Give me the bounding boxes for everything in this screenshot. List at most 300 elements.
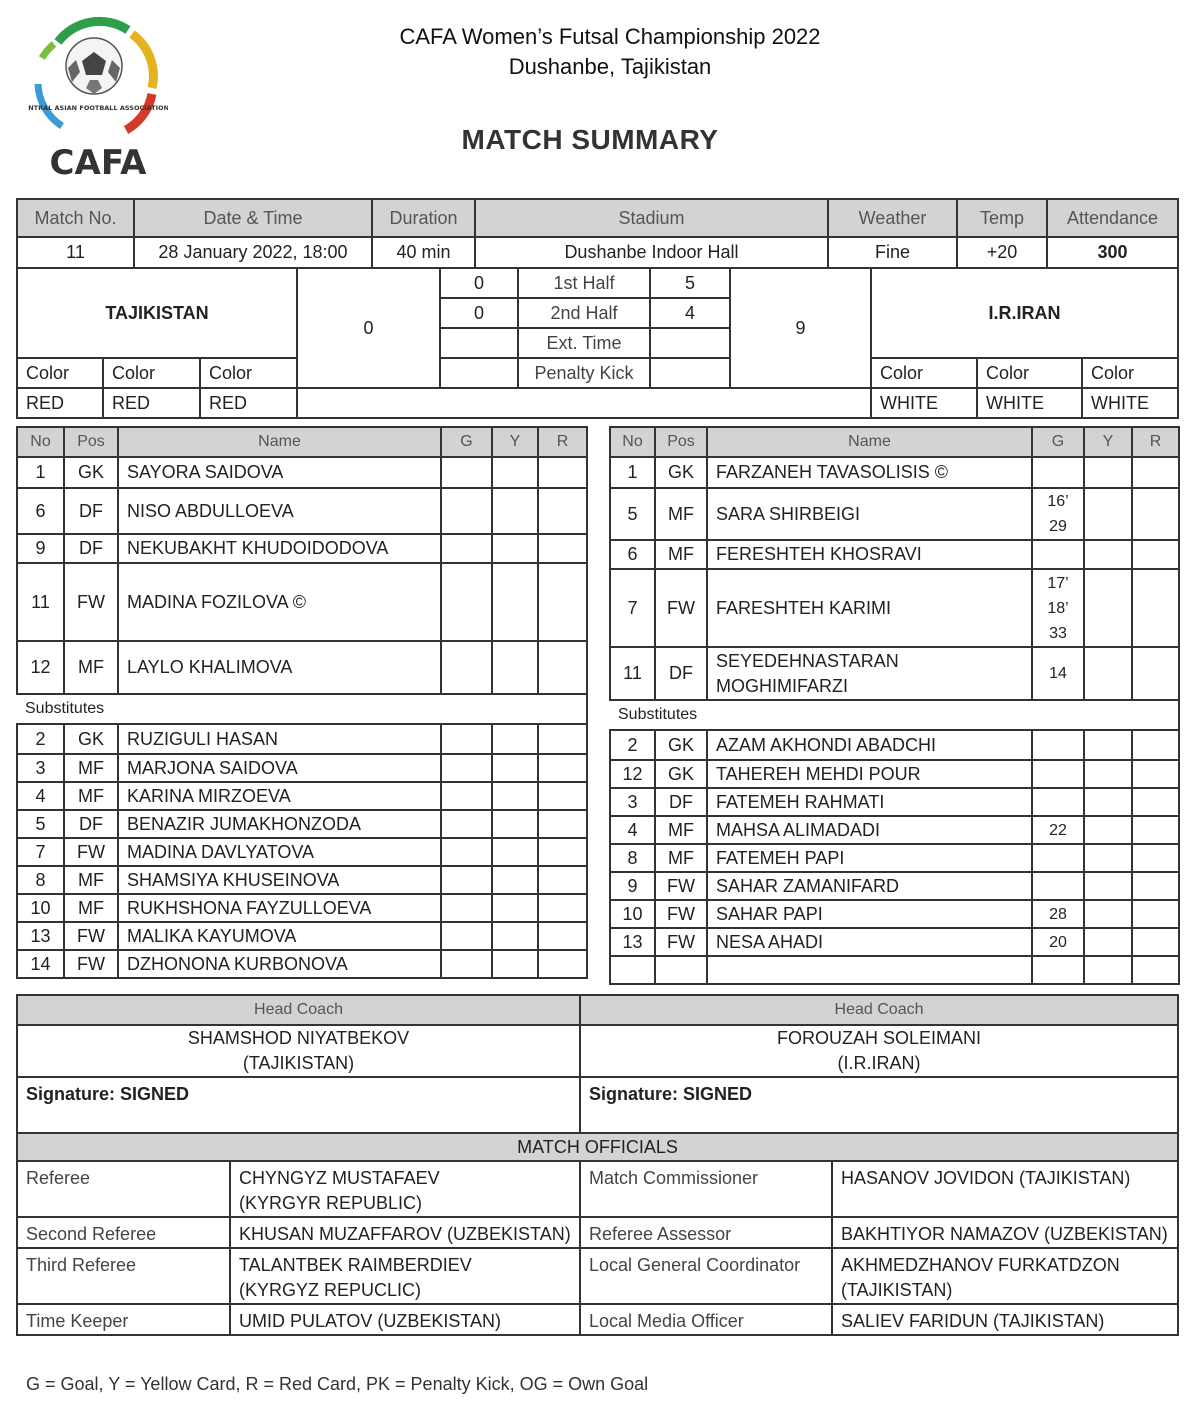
official-role: Local General Coordinator (580, 1248, 832, 1304)
temp-value: +20 (957, 237, 1047, 268)
official-row (17, 1161, 1178, 1217)
player-yellow (492, 457, 538, 488)
player-number: 8 (610, 844, 655, 872)
competition-location: Dushanbe, Tajikistan (508, 54, 712, 79)
player-row (17, 457, 587, 488)
player-goals: 20 (1032, 928, 1084, 956)
player-row (610, 844, 1179, 872)
player-red (538, 838, 587, 866)
player-row (610, 872, 1179, 900)
official-role: Second Referee (17, 1217, 230, 1248)
player-position: MF (655, 540, 707, 569)
player-yellow (492, 724, 538, 754)
player-row (610, 457, 1179, 488)
official-name: KHUSAN MUZAFFAROV (UZBEKISTAN) (230, 1217, 580, 1248)
player-yellow (1084, 956, 1132, 984)
player-position: FW (655, 872, 707, 900)
coaches-officials-table (16, 994, 1179, 1336)
player-name: FATEMEH RAHMATI (707, 788, 1032, 816)
player-position: MF (64, 641, 118, 694)
player-number: 8 (17, 866, 64, 894)
player-position: FW (64, 838, 118, 866)
player-position: FW (655, 900, 707, 928)
away-col-header: Pos (655, 427, 707, 457)
player-row (17, 894, 587, 922)
player-row (17, 724, 587, 754)
attendance-value: 300 (1047, 237, 1178, 268)
player-red (1132, 760, 1179, 788)
home-head-coach-label: Head Coach (17, 995, 580, 1025)
player-row (17, 950, 587, 978)
player-number: 2 (610, 730, 655, 760)
player-position: DF (64, 488, 118, 534)
player-goals (441, 457, 492, 488)
player-red (1132, 788, 1179, 816)
player-goals (1032, 760, 1084, 788)
official-name: BAKHTIYOR NAMAZOV (UZBEKISTAN) (832, 1217, 1178, 1248)
player-name: SAYORA SAIDOVA (118, 457, 441, 488)
player-position: GK (655, 730, 707, 760)
player-yellow (1084, 760, 1132, 788)
home-color-label-3: Color (200, 358, 297, 388)
player-position: MF (655, 488, 707, 540)
period-penalty-kick: Penalty Kick (518, 358, 650, 388)
period-second-half: 2nd Half (518, 298, 650, 328)
player-number (610, 956, 655, 984)
player-goals: 28 (1032, 900, 1084, 928)
away-substitutes-row (610, 700, 1179, 730)
player-number: 9 (17, 534, 64, 563)
away-team-name: I.R.IRAN (871, 268, 1178, 358)
player-position: MF (64, 782, 118, 810)
player-position: MF (64, 754, 118, 782)
stadium-value: Dushanbe Indoor Hall (475, 237, 828, 268)
player-red (538, 782, 587, 810)
player-name: DZHONONA KURBONOVA (118, 950, 441, 978)
player-goals (441, 754, 492, 782)
match-no-value: 11 (17, 237, 134, 268)
player-yellow (492, 754, 538, 782)
player-position: MF (64, 866, 118, 894)
player-goals (441, 534, 492, 563)
player-name: RUZIGULI HASAN (118, 724, 441, 754)
home-first-half: 0 (440, 268, 518, 298)
player-yellow (1084, 816, 1132, 844)
player-name: SAHAR ZAMANIFARD (707, 872, 1032, 900)
competition-title: CAFA Women’s Futsal Championship 2022 (399, 24, 821, 49)
player-red (1132, 540, 1179, 569)
logo-text: CAFA (49, 143, 147, 182)
player-yellow (1084, 872, 1132, 900)
date-time-value: 28 January 2022, 18:00 (134, 237, 372, 268)
away-color-label-2: Color (977, 358, 1082, 388)
player-yellow (492, 950, 538, 978)
player-name: SAHAR PAPI (707, 900, 1032, 928)
player-number: 3 (610, 788, 655, 816)
player-name: LAYLO KHALIMOVA (118, 641, 441, 694)
official-role: Referee (17, 1161, 230, 1217)
player-row (610, 647, 1179, 700)
player-name: FARZANEH TAVASOLISIS © (707, 457, 1032, 488)
player-number: 12 (17, 641, 64, 694)
home-score: 0 (297, 268, 440, 388)
player-row (610, 760, 1179, 788)
home-col-header: Pos (64, 427, 118, 457)
official-name: UMID PULATOV (UZBEKISTAN) (230, 1304, 580, 1335)
player-name: FARESHTEH KARIMI (707, 569, 1032, 647)
official-row (17, 1248, 1178, 1304)
player-red (1132, 816, 1179, 844)
player-yellow (1084, 488, 1132, 540)
player-goals (441, 922, 492, 950)
home-signature: Signature: SIGNED (17, 1077, 580, 1133)
player-number: 10 (17, 894, 64, 922)
away-ext-time (650, 328, 730, 358)
player-row (17, 754, 587, 782)
player-name: MADINA DAVLYATOVA (118, 838, 441, 866)
away-lineup-table (609, 426, 1180, 985)
cafa-emblem-icon (28, 14, 168, 182)
player-name: BENAZIR JUMAKHONZODA (118, 810, 441, 838)
player-row (610, 569, 1179, 647)
player-number: 10 (610, 900, 655, 928)
player-red (538, 754, 587, 782)
player-name: FERESHTEH KHOSRAVI (707, 540, 1032, 569)
player-goals (441, 950, 492, 978)
home-color-label-2: Color (103, 358, 200, 388)
away-color-1: WHITE (871, 388, 977, 418)
period-first-half: 1st Half (518, 268, 650, 298)
official-role: Match Commissioner (580, 1161, 832, 1217)
player-position: GK (655, 760, 707, 788)
official-name: SALIEV FARIDUN (TAJIKISTAN) (832, 1304, 1178, 1335)
player-goals (441, 782, 492, 810)
player-name: MARJONA SAIDOVA (118, 754, 441, 782)
player-goals: 14 (1032, 647, 1084, 700)
player-red (538, 950, 587, 978)
player-goals (441, 641, 492, 694)
legend: G = Goal, Y = Yellow Card, R = Red Card, PK = Penalty Kick, OG = Own Goal (26, 1374, 649, 1394)
match-officials-title: MATCH OFFICIALS (17, 1133, 1178, 1161)
player-number: 1 (610, 457, 655, 488)
away-head-coach-label: Head Coach (580, 995, 1178, 1025)
player-position: MF (655, 844, 707, 872)
player-goals (1032, 540, 1084, 569)
home-substitutes-label: Substitutes (17, 694, 587, 724)
player-name: NISO ABDULLOEVA (118, 488, 441, 534)
away-penalty (650, 358, 730, 388)
player-yellow (492, 488, 538, 534)
player-red (538, 810, 587, 838)
player-goals (1032, 730, 1084, 760)
player-row (17, 534, 587, 563)
player-name (707, 956, 1032, 984)
official-role: Local Media Officer (580, 1304, 832, 1335)
official-role: Third Referee (17, 1248, 230, 1304)
away-substitutes-label: Substitutes (610, 700, 1179, 730)
away-color-label-1: Color (871, 358, 977, 388)
player-number: 13 (17, 922, 64, 950)
official-row (17, 1304, 1178, 1335)
player-position: FW (655, 569, 707, 647)
player-red (538, 457, 587, 488)
player-name: NEKUBAKHT KHUDOIDODOVA (118, 534, 441, 563)
player-red (1132, 844, 1179, 872)
player-yellow (1084, 730, 1132, 760)
player-position: GK (64, 724, 118, 754)
player-goals (441, 563, 492, 641)
home-team-name: TAJIKISTAN (17, 268, 297, 358)
score-spacer (297, 388, 871, 418)
player-yellow (492, 894, 538, 922)
player-red (1132, 647, 1179, 700)
player-name: RUKHSHONA FAYZULLOEVA (118, 894, 441, 922)
player-red (538, 641, 587, 694)
player-name: KARINA MIRZOEVA (118, 782, 441, 810)
player-red (538, 724, 587, 754)
home-head-coach-name: SHAMSHOD NIYATBEKOV (TAJIKISTAN) (17, 1025, 580, 1077)
player-red (538, 922, 587, 950)
player-name: FATEMEH PAPI (707, 844, 1032, 872)
player-row (610, 788, 1179, 816)
away-color-2: WHITE (977, 388, 1082, 418)
player-row (610, 730, 1179, 760)
player-number: 11 (17, 563, 64, 641)
player-position: MF (64, 894, 118, 922)
match-info-table (16, 198, 1179, 269)
player-name: AZAM AKHONDI ABADCHI (707, 730, 1032, 760)
player-name: SEYEDEHNASTARAN MOGHIMIFARZI (707, 647, 1032, 700)
logo-small-text: CENTRAL ASIAN FOOTBALL ASSOCIATION (28, 104, 168, 112)
player-name: TAHEREH MEHDI POUR (707, 760, 1032, 788)
away-lineup-body (610, 427, 1179, 984)
player-number: 11 (610, 647, 655, 700)
home-col-header: R (538, 427, 587, 457)
player-number: 9 (610, 872, 655, 900)
official-role: Referee Assessor (580, 1217, 832, 1248)
home-lineup-body (17, 427, 587, 978)
header-date-time: Date & Time (134, 199, 372, 237)
away-color-3: WHITE (1082, 388, 1178, 418)
official-row (17, 1217, 1178, 1248)
header-weather: Weather (828, 199, 957, 237)
player-red (1132, 569, 1179, 647)
player-red (538, 894, 587, 922)
player-red (1132, 872, 1179, 900)
player-position (655, 956, 707, 984)
cafa-logo (28, 14, 168, 182)
player-row (17, 641, 587, 694)
away-signature: Signature: SIGNED (580, 1077, 1178, 1133)
player-row (17, 782, 587, 810)
player-number: 5 (610, 488, 655, 540)
player-number: 12 (610, 760, 655, 788)
player-red (538, 563, 587, 641)
home-second-half: 0 (440, 298, 518, 328)
player-name: SHAMSIYA KHUSEINOVA (118, 866, 441, 894)
player-red (1132, 457, 1179, 488)
home-color-3: RED (200, 388, 297, 418)
player-red (538, 866, 587, 894)
player-red (1132, 928, 1179, 956)
player-number: 3 (17, 754, 64, 782)
official-name: TALANTBEK RAIMBERDIEV (KYRGYZ REPUCLIC) (230, 1248, 580, 1304)
player-yellow (492, 838, 538, 866)
away-first-half: 5 (650, 268, 730, 298)
player-position: FW (64, 950, 118, 978)
header-duration: Duration (372, 199, 475, 237)
player-yellow (492, 866, 538, 894)
player-goals (1032, 872, 1084, 900)
player-red (538, 534, 587, 563)
player-row (610, 956, 1179, 984)
header-match-no: Match No. (17, 199, 134, 237)
player-number: 14 (17, 950, 64, 978)
player-row (610, 488, 1179, 540)
player-goals: 22 (1032, 816, 1084, 844)
period-ext-time: Ext. Time (518, 328, 650, 358)
home-color-1: RED (17, 388, 103, 418)
officials-body (17, 1161, 1178, 1335)
player-number: 1 (17, 457, 64, 488)
player-name: MADINA FOZILOVA © (118, 563, 441, 641)
home-color-2: RED (103, 388, 200, 418)
player-yellow (492, 563, 538, 641)
player-number: 6 (17, 488, 64, 534)
header-stadium: Stadium (475, 199, 828, 237)
player-number: 2 (17, 724, 64, 754)
header-attendance: Attendance (1047, 199, 1178, 237)
home-col-header: Y (492, 427, 538, 457)
player-yellow (492, 641, 538, 694)
player-yellow (1084, 457, 1132, 488)
home-lineup-header (17, 427, 587, 457)
page-title: MATCH SUMMARY (461, 124, 719, 155)
duration-value: 40 min (372, 237, 475, 268)
player-goals (1032, 956, 1084, 984)
home-penalty (440, 358, 518, 388)
home-col-header: Name (118, 427, 441, 457)
player-row (17, 810, 587, 838)
player-yellow (492, 534, 538, 563)
away-score: 9 (730, 268, 871, 388)
player-position: DF (655, 647, 707, 700)
official-name: HASANOV JOVIDON (TAJIKISTAN) (832, 1161, 1178, 1217)
away-second-half: 4 (650, 298, 730, 328)
player-yellow (1084, 928, 1132, 956)
player-goals (441, 724, 492, 754)
player-yellow (1084, 647, 1132, 700)
home-lineup-table (16, 426, 588, 979)
away-col-header: G (1032, 427, 1084, 457)
player-row (17, 838, 587, 866)
player-red (1132, 730, 1179, 760)
player-row (610, 900, 1179, 928)
score-table (16, 267, 1179, 419)
away-col-header: R (1132, 427, 1179, 457)
player-number: 4 (17, 782, 64, 810)
player-row (610, 816, 1179, 844)
player-yellow (1084, 900, 1132, 928)
player-yellow (1084, 788, 1132, 816)
official-name: AKHMEDZHANOV FURKATDZON (TAJIKISTAN) (832, 1248, 1178, 1304)
player-yellow (492, 782, 538, 810)
away-head-coach-name: FOROUZAH SOLEIMANI (I.R.IRAN) (580, 1025, 1178, 1077)
player-name: MALIKA KAYUMOVA (118, 922, 441, 950)
player-number: 4 (610, 816, 655, 844)
home-substitutes-row (17, 694, 587, 724)
away-col-header: Y (1084, 427, 1132, 457)
player-position: MF (655, 816, 707, 844)
player-position: FW (64, 922, 118, 950)
player-position: DF (64, 534, 118, 563)
home-color-label-1: Color (17, 358, 103, 388)
player-goals (441, 810, 492, 838)
player-red (1132, 900, 1179, 928)
player-name: MAHSA ALIMADADI (707, 816, 1032, 844)
player-position: DF (64, 810, 118, 838)
player-row (17, 563, 587, 641)
weather-value: Fine (828, 237, 957, 268)
player-number: 7 (17, 838, 64, 866)
player-row (17, 488, 587, 534)
player-yellow (492, 922, 538, 950)
player-row (610, 928, 1179, 956)
official-role: Time Keeper (17, 1304, 230, 1335)
player-name: SARA SHIRBEIGI (707, 488, 1032, 540)
player-goals (441, 894, 492, 922)
player-red (1132, 956, 1179, 984)
header-temp: Temp (957, 199, 1047, 237)
player-number: 6 (610, 540, 655, 569)
player-row (610, 540, 1179, 569)
home-col-header: No (17, 427, 64, 457)
player-number: 13 (610, 928, 655, 956)
player-name: NESA AHADI (707, 928, 1032, 956)
player-row (17, 922, 587, 950)
player-red (538, 488, 587, 534)
player-goals (1032, 457, 1084, 488)
away-color-label-3: Color (1082, 358, 1178, 388)
player-yellow (1084, 569, 1132, 647)
away-col-header: Name (707, 427, 1032, 457)
player-position: FW (64, 563, 118, 641)
player-number: 7 (610, 569, 655, 647)
player-yellow (1084, 844, 1132, 872)
home-ext-time (440, 328, 518, 358)
player-goals (1032, 844, 1084, 872)
player-red (1132, 488, 1179, 540)
player-goals (441, 838, 492, 866)
player-goals: 16’ 29 (1032, 488, 1084, 540)
official-name: CHYNGYZ MUSTAFAEV (KYRGYR REPUBLIC) (230, 1161, 580, 1217)
home-col-header: G (441, 427, 492, 457)
player-row (17, 866, 587, 894)
player-position: DF (655, 788, 707, 816)
player-goals (441, 488, 492, 534)
away-lineup-header (610, 427, 1179, 457)
player-goals: 17’ 18’ 33 (1032, 569, 1084, 647)
player-goals (441, 866, 492, 894)
player-position: GK (64, 457, 118, 488)
away-col-header: No (610, 427, 655, 457)
player-yellow (492, 810, 538, 838)
player-position: GK (655, 457, 707, 488)
player-number: 5 (17, 810, 64, 838)
player-goals (1032, 788, 1084, 816)
player-position: FW (655, 928, 707, 956)
player-yellow (1084, 540, 1132, 569)
